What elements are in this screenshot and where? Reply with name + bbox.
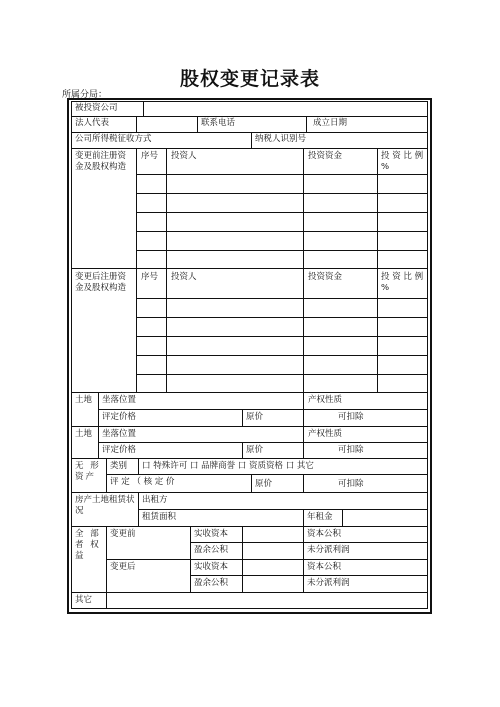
col-capital-header: 投资资金 [308,272,343,282]
col-divider [251,474,252,492]
col-ratio-header: 投 资 比 例 % [381,151,424,172]
deductible-label: 可扣除 [338,479,364,489]
col-divider [377,148,378,392]
col-ratio-header: 投 资 比 例 % [381,272,424,293]
deductible-label: 可扣除 [338,412,364,422]
col-divider [138,458,139,474]
section-divider [71,268,428,269]
row-divider [71,132,428,133]
col-investor-header: 投资人 [171,272,197,282]
row-divider [71,116,428,117]
land-label: 土地 [75,395,93,405]
grid-row [136,231,428,232]
original-price-label: 原价 [246,412,264,422]
col-divider [303,392,304,409]
col-capital-header: 投资资金 [308,151,343,161]
col-divider [251,132,252,148]
property-nature-label: 产权性质 [308,395,343,405]
investee-company-label: 被投资公司 [75,103,118,113]
grid-row [136,298,428,299]
section-divider [71,426,428,427]
col-divider [136,116,137,132]
grid-row [136,212,428,213]
bureau-label: 所属分局： [62,90,108,100]
surplus-reserve-label: 盈余公积 [194,545,229,555]
location-label: 坐落位置 [102,395,137,405]
lease-status-label: 房产土地租赁状况 [75,495,135,516]
tax-method-label: 公司所得税征收方式 [75,134,152,144]
col-divider [136,148,137,392]
col-divider [342,509,343,526]
section-divider [71,458,428,459]
col-divider [242,526,243,592]
col-seq-header: 序号 [141,151,159,161]
col-divider [197,116,198,132]
row-divider [71,148,428,149]
grid-row [136,374,428,375]
equity-before-label: 变更前注册资金及股权构造 [75,151,127,172]
grid-row [98,409,428,410]
grid-row [136,336,428,337]
original-price-label: 原价 [255,479,273,489]
category-label: 类别 [110,461,128,471]
location-label: 坐落位置 [102,429,137,439]
col-divider [303,409,304,426]
founded-label: 成立日期 [313,118,348,128]
assessed-price-label: 评定价格 [102,412,137,422]
col-divider [106,458,107,492]
intangible-category-options: 口 特殊许可 口 品牌商誉 口 资质资格 口 其它 [142,461,314,471]
col-seq-header: 序号 [141,272,159,282]
other-label: 其它 [75,595,93,605]
equity-after-label: 变更后注册资金及股权构造 [75,272,127,293]
annual-rent-label: 年租金 [307,512,333,522]
deductible-label: 可扣除 [338,445,364,455]
phone-label: 联系电话 [201,118,236,128]
lease-area-label: 租赁面积 [142,512,177,522]
owner-equity-label: 全 部 者 权 益 [75,529,101,561]
grid-row [136,355,428,356]
section-divider [71,592,428,593]
surplus-reserve-label: 盈余公积 [194,578,229,588]
col-divider [303,426,304,442]
grid-row [136,317,428,318]
grid-row [98,442,428,443]
col-divider [143,101,144,116]
paid-in-capital-label: 实收资本 [194,529,229,539]
section-divider [71,392,428,393]
col-divider [242,409,243,426]
col-divider [106,526,107,609]
col-divider [306,116,307,132]
section-divider [71,526,428,527]
lessor-label: 出租方 [142,495,168,505]
grid-row [190,575,428,576]
taxpayer-id-label: 纳税人识别号 [255,134,307,144]
col-divider [166,148,167,392]
col-divider [242,442,243,458]
col-divider [138,492,139,526]
grid-row [190,542,428,543]
undistributed-profit-label: 未分派利润 [307,578,350,588]
capital-reserve-label: 资本公积 [307,529,342,539]
page-title: 股权变更记录表 [179,68,320,90]
land-label: 土地 [75,429,93,439]
col-divider [303,442,304,458]
property-nature-label: 产权性质 [308,429,343,439]
col-divider [303,509,304,526]
col-divider [303,474,304,492]
undistributed-profit-label: 未分派利润 [307,545,350,555]
section-divider [71,492,428,493]
assessed-price-label: 评定价格 [102,445,137,455]
grid-row [136,174,428,175]
legal-rep-label: 法人代表 [75,118,110,128]
intangible-assets-label: 无 形 资产 [75,461,101,482]
grid-row [106,559,428,560]
paid-in-capital-label: 实收资本 [194,562,229,572]
col-investor-header: 投资人 [171,151,197,161]
before-change-label: 变更前 [110,529,136,539]
grid-row [106,474,428,475]
col-divider [303,526,304,592]
grid-row [138,509,428,510]
assessed-price-label: 评 定 （ 核 定 价 [110,477,175,487]
grid-row [136,250,428,251]
col-divider [190,526,191,592]
col-divider [303,148,304,392]
original-price-label: 原价 [246,445,264,455]
capital-reserve-label: 资本公积 [307,562,342,572]
grid-row [136,193,428,194]
after-change-label: 变更后 [110,562,136,572]
col-divider [98,392,99,458]
